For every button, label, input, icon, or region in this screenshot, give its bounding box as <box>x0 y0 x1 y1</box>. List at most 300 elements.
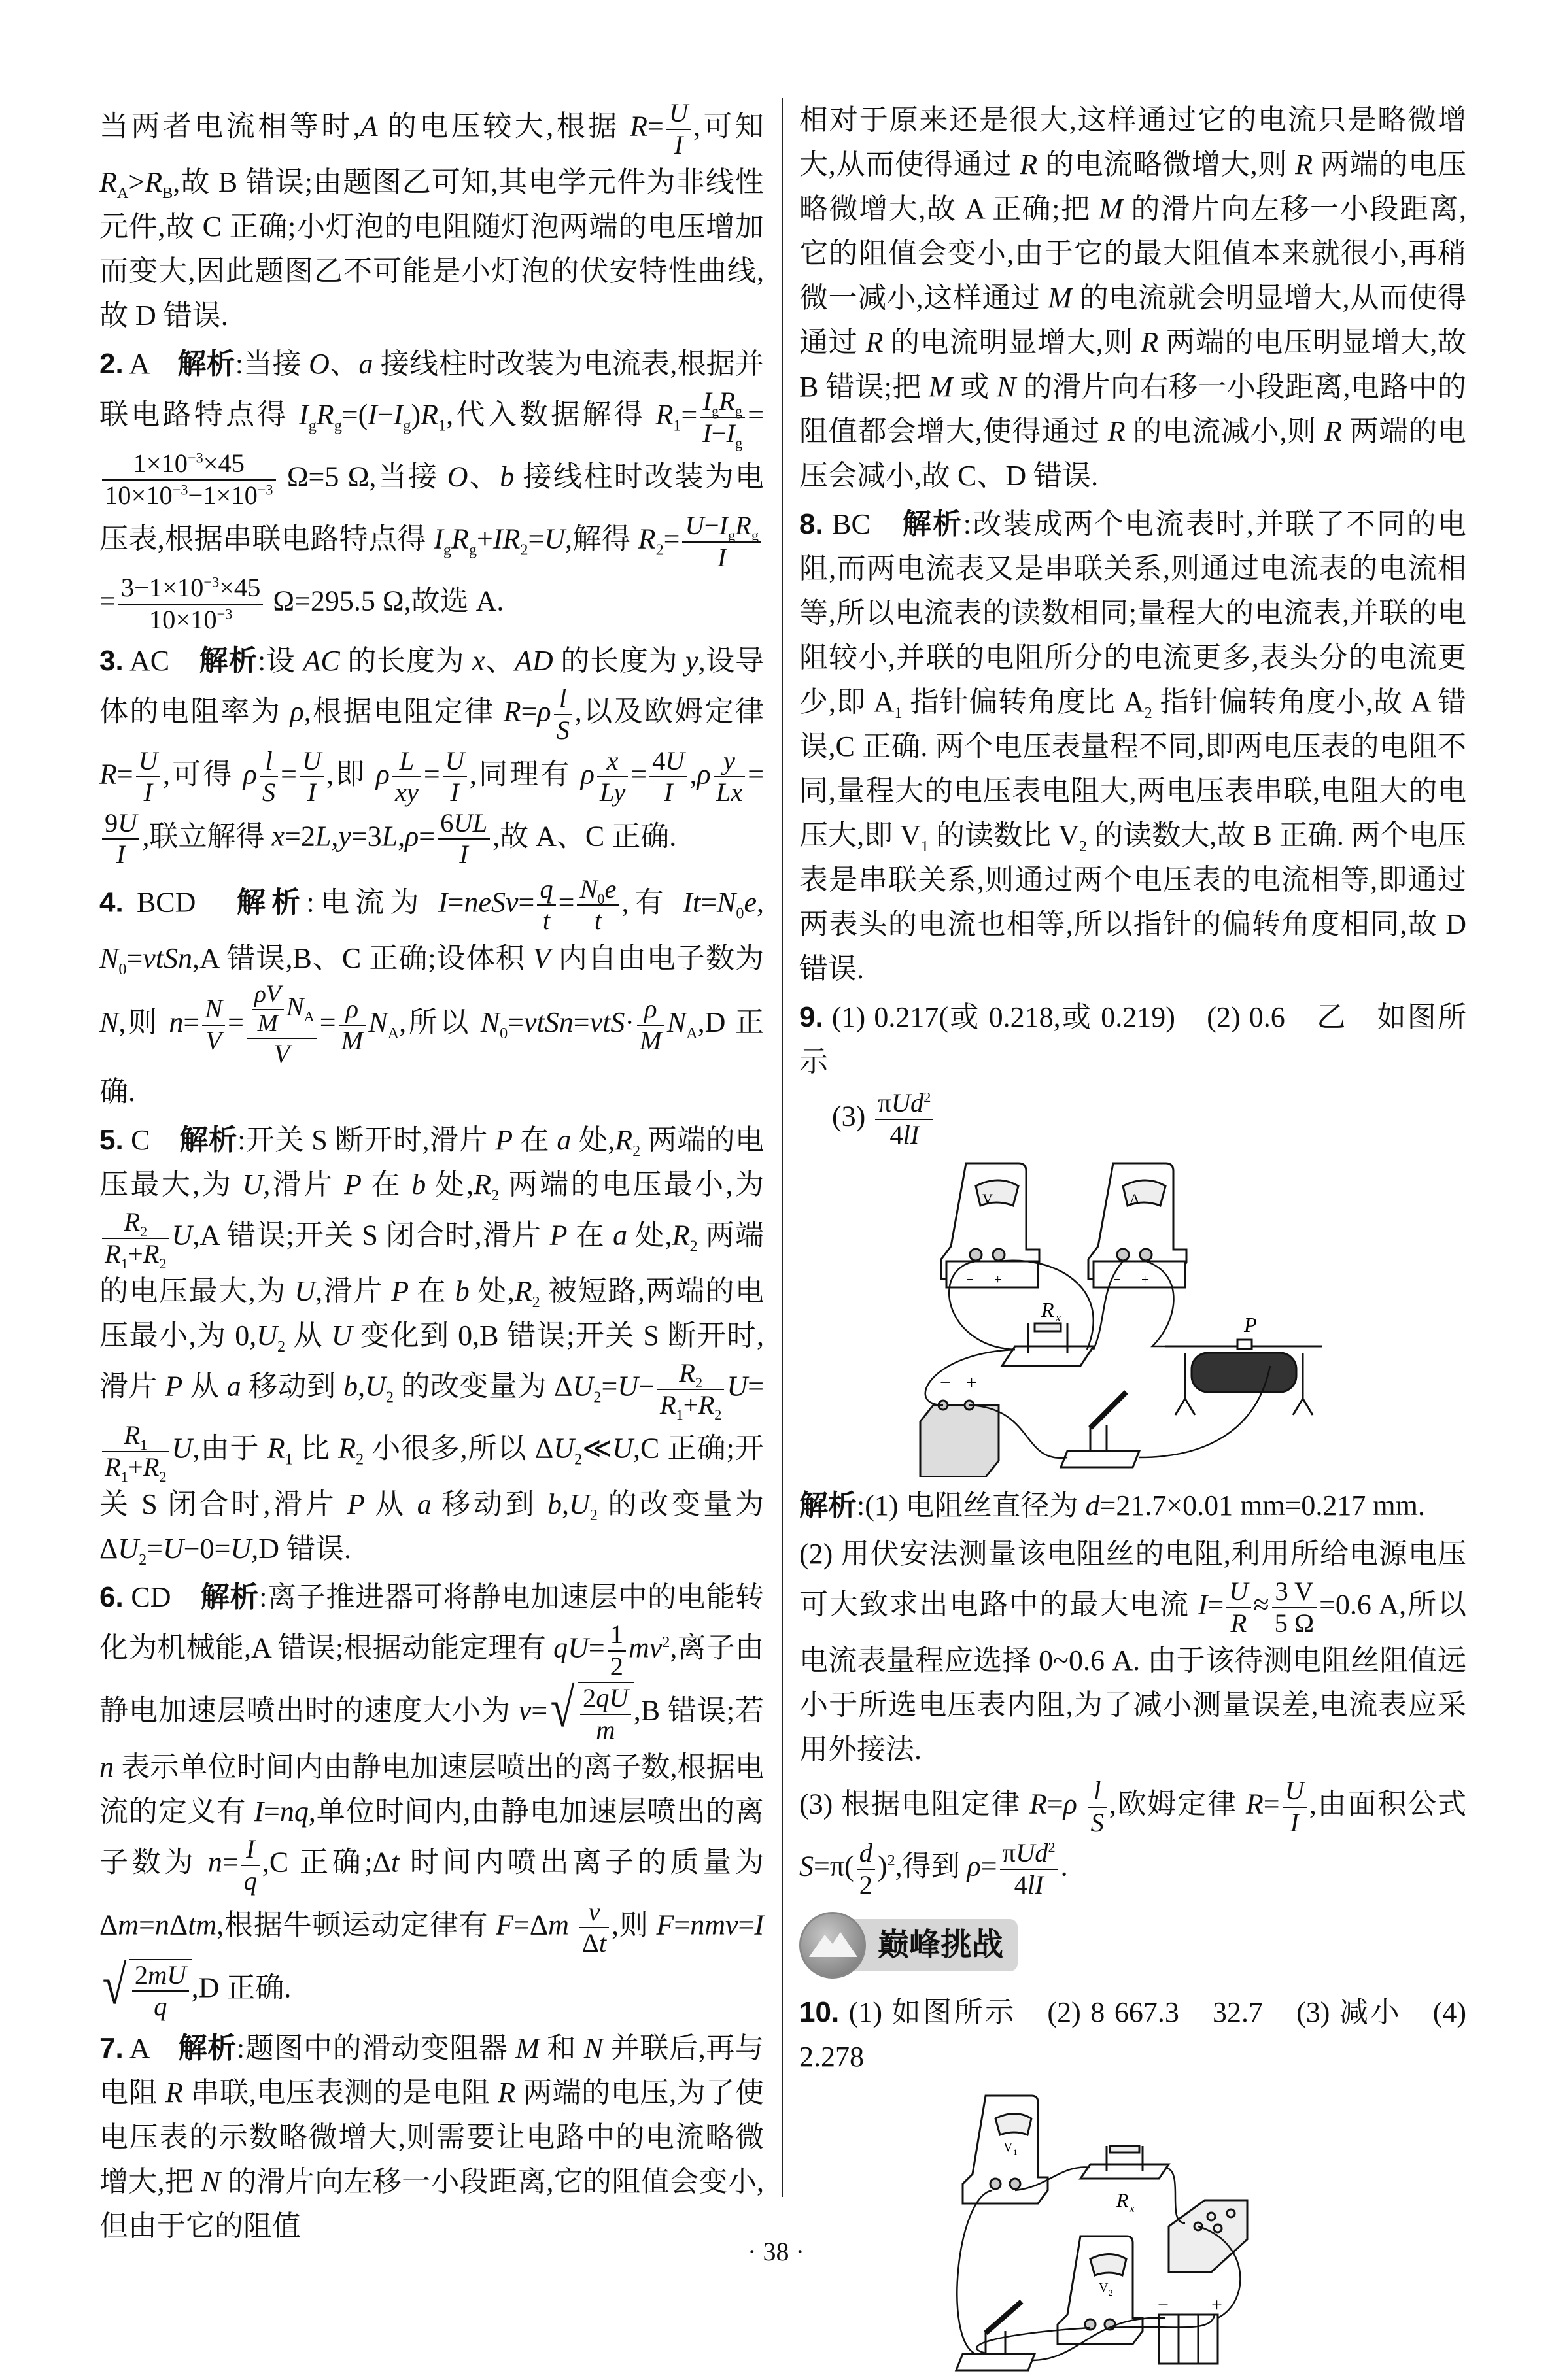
math-variable: M <box>341 1025 364 1055</box>
subscript: A <box>116 184 129 202</box>
text-run: 接线柱时改装为电流表,根据并联电路特点得 <box>99 348 765 431</box>
superscript: −3 <box>216 605 233 622</box>
circuit-figure-q10 <box>950 2086 1316 2373</box>
math-variable: R <box>1141 326 1159 358</box>
text-run: 被短路,两端的电压最小,为 0, <box>99 1275 765 1352</box>
text-run: ,设导体的电阻率为 <box>99 645 765 728</box>
text-run: ,滑片 <box>315 1275 392 1308</box>
math-variable: V <box>532 942 551 974</box>
math-variable: R <box>99 758 117 790</box>
numerator <box>666 98 691 130</box>
numerator <box>1283 1776 1307 1808</box>
voltmeter-plus-label: + <box>994 1272 1002 1287</box>
math-variable: q <box>540 874 553 904</box>
text-run: −1×10 <box>188 480 258 510</box>
math-variable: ρ <box>644 994 657 1024</box>
numerator <box>1088 1776 1107 1808</box>
fraction <box>102 1420 169 1485</box>
math-variable: U <box>118 808 137 838</box>
numerator <box>537 874 555 906</box>
math-variable: S <box>262 777 276 808</box>
text-run: 、 <box>329 348 359 381</box>
text-run: 两端的电压明显增大,故 B 错误;把 <box>799 326 1467 403</box>
text-run: 2 <box>134 1960 148 1990</box>
fraction <box>443 746 467 808</box>
math-variable: x <box>606 745 619 775</box>
math-variable: U <box>138 745 158 775</box>
text-run: 和 <box>539 2032 584 2064</box>
text-run: ,根据电阻定律 <box>303 696 504 728</box>
ammeter-plus-label: + <box>1141 1272 1149 1287</box>
text-run: = <box>1046 1788 1063 1820</box>
math-variable: N <box>480 1006 500 1039</box>
text-run: + <box>128 1238 143 1268</box>
text-run: 10×10 <box>148 604 217 634</box>
text-run: 的电流略微增大,则 <box>1037 148 1296 180</box>
answer-paragraph <box>799 1776 1466 1900</box>
battery-minus-label: − <box>940 1372 951 1394</box>
fraction <box>537 874 555 936</box>
text-run: 变化到 0,B 错误;开关 S 断开时,滑片 <box>99 1319 765 1402</box>
math-variable: N <box>583 2032 604 2064</box>
math-variable: R <box>474 1168 492 1201</box>
text-run: 2 <box>859 1869 872 1899</box>
subscript: 1 <box>920 837 929 855</box>
text-run: − <box>377 398 394 431</box>
math-variable: N <box>201 2165 220 2198</box>
math-variable: M <box>640 1025 662 1055</box>
math-variable: I <box>438 886 448 919</box>
bold-label: 解析 <box>179 1124 238 1157</box>
numerator <box>682 511 761 543</box>
resistor-label: R <box>1041 1298 1054 1322</box>
subscript: g <box>751 527 759 544</box>
superscript: −3 <box>172 481 188 498</box>
math-variable: M <box>1099 193 1123 225</box>
text-run: 从 <box>285 1319 332 1352</box>
math-variable: I <box>368 398 377 431</box>
text-run: 表示单位时间内由静电加速层喷出的离子数,根据电流的定义有 <box>99 1751 764 1828</box>
math-variable: x <box>271 820 285 853</box>
math-variable: d <box>1085 1489 1100 1522</box>
math-variable: a <box>226 1370 241 1402</box>
numerator <box>102 1420 169 1452</box>
text-run: ,故 B 错误;由题图乙可知,其电学元件为非线性元件,故 C 正确;小灯泡的电阻随灯泡两端的电压增加而变大,因此题图乙不可能是小灯泡的伏安特性曲线,故 D 错误. <box>99 166 764 332</box>
math-variable: U <box>302 745 322 775</box>
math-variable: Lx <box>716 777 743 808</box>
math-variable: R <box>1295 148 1313 180</box>
bold-label: 3. <box>99 645 124 677</box>
numerator <box>579 1897 609 1929</box>
text-run: =2 <box>285 820 315 853</box>
denominator <box>700 418 745 449</box>
math-variable: t <box>542 906 551 936</box>
bold-label: 解析 <box>177 348 235 381</box>
text-run: + <box>476 522 493 555</box>
text-run: −0= <box>183 1533 231 1565</box>
numerator <box>118 573 264 605</box>
text-run: ,B 错误;若 <box>633 1695 764 1727</box>
subscript: A <box>303 1008 315 1025</box>
resistor-icon <box>1002 1323 1094 1366</box>
denominator <box>608 1652 626 1682</box>
text-run: ,得到 <box>895 1850 967 1882</box>
subscript: A <box>387 1024 400 1042</box>
math-variable: R <box>124 1207 141 1237</box>
math-variable: R <box>659 1389 676 1420</box>
text-run: 从 <box>364 1488 417 1521</box>
text-run: + <box>683 1389 698 1420</box>
math-variable: n <box>169 1006 184 1039</box>
denominator <box>714 777 745 808</box>
math-variable: a <box>613 1219 628 1251</box>
text-run: ,C 正确;开关 S 闭合时,滑片 <box>99 1432 765 1521</box>
text-run: 3 V <box>1275 1576 1314 1606</box>
subscript: g <box>443 541 451 559</box>
math-variable: I <box>116 840 126 870</box>
text-run: ≪ <box>582 1432 613 1465</box>
math-variable: R <box>719 386 735 416</box>
subscript: 2 <box>574 1450 583 1469</box>
text-run: 内自由电子数为 <box>550 942 764 974</box>
text-run: 、 <box>485 645 515 677</box>
text-run: π <box>1002 1838 1016 1868</box>
text-run: :设 <box>258 645 303 677</box>
denominator <box>136 777 160 808</box>
math-variable: P <box>549 1219 568 1251</box>
math-variable: AC <box>303 645 340 677</box>
text-run: Ω=5 Ω,当接 <box>278 460 447 493</box>
switch-icon <box>956 2302 1035 2370</box>
text-run: = <box>419 820 436 853</box>
text-run: :电流为 <box>306 886 438 919</box>
subscript: 1 <box>438 416 447 435</box>
math-variable: I <box>754 1909 765 1941</box>
subscript: 2 <box>139 1551 147 1569</box>
text-run: 的电流明显增大,则 <box>883 326 1141 358</box>
text-run: 的滑片向左移一小段距离,它的阻值会变小,由于它的最大阻值本来就很小,再稍微一减小,这样通过 <box>799 193 1466 314</box>
text-run: ×45 <box>219 573 261 603</box>
text-run: = <box>588 1631 605 1664</box>
text-run: 1×10 <box>133 449 188 479</box>
subscript: 0 <box>597 890 605 907</box>
math-variable: I <box>307 777 317 808</box>
text-run <box>1077 1788 1086 1820</box>
text-run: 3−1×10 <box>120 573 204 603</box>
math-variable: V <box>205 1025 222 1055</box>
math-variable: R <box>672 1219 690 1251</box>
ammeter-icon <box>1088 1163 1186 1287</box>
subscript: 0 <box>118 960 127 978</box>
text-run: = <box>531 1695 548 1727</box>
math-variable: t <box>594 906 602 936</box>
section-banner <box>799 1909 1466 1981</box>
math-variable: n <box>99 1751 114 1784</box>
math-variable: S <box>1090 1807 1104 1837</box>
text-run: 并联后,再与电阻 <box>99 2032 765 2109</box>
answer-paragraph <box>99 98 764 338</box>
math-variable: U <box>163 1533 184 1565</box>
text-run: 当两者电流相等时, <box>99 110 360 143</box>
denominator <box>857 1870 875 1901</box>
math-variable: m <box>548 1909 569 1941</box>
math-variable: R <box>165 2076 183 2109</box>
text-run: ,根据牛顿运动定律有 <box>216 1909 496 1941</box>
section-banner-title: 巅峰挑战 <box>846 1919 1018 1971</box>
text-run: ,代入数据解得 <box>446 398 656 431</box>
battery-plus-label: + <box>1211 2294 1222 2317</box>
text-run: 4 <box>652 745 666 775</box>
battery-minus-label: − <box>1158 2294 1169 2317</box>
math-variable: I <box>717 542 727 572</box>
bold-label: 6. <box>99 1581 124 1614</box>
answer-paragraph <box>99 1575 764 2022</box>
text-run: 的改变量为 Δ <box>99 1488 765 1565</box>
text-run: = <box>674 1909 691 1941</box>
answer-paragraph <box>99 874 764 1114</box>
subscript: 0 <box>736 904 744 923</box>
text-run: = <box>681 398 698 431</box>
math-variable: nq <box>279 1795 309 1828</box>
bold-label: 10. <box>799 1996 840 2029</box>
subscript: g <box>735 434 743 451</box>
text-run: ,解得 <box>565 522 638 555</box>
math-variable: U <box>572 1370 594 1402</box>
math-variable: U <box>544 522 566 555</box>
math-variable: I <box>246 1834 255 1864</box>
text-run: 移动到 <box>241 1370 344 1402</box>
math-variable: N <box>717 886 736 919</box>
text-run: = <box>630 758 647 790</box>
math-variable: R <box>865 326 884 358</box>
text-run: 两端的电压略微增大,故 A 正确;把 <box>799 148 1467 225</box>
subscript: 2 <box>159 1468 167 1485</box>
text-run: 处, <box>627 1219 672 1251</box>
text-run: BCD <box>123 886 237 919</box>
subscript: 1 <box>120 1468 128 1485</box>
text-run: ,A 错误,B、C 正确;设体积 <box>192 942 533 974</box>
radical-sign-icon: √ <box>102 1955 127 2016</box>
text-run: = <box>521 696 538 728</box>
math-variable: R <box>143 1452 160 1482</box>
math-variable: ρ <box>1063 1788 1077 1820</box>
math-variable: y <box>338 820 351 853</box>
denominator <box>102 840 139 870</box>
math-variable: qU <box>553 1631 589 1664</box>
text-run: :开关 S 断开时,滑片 <box>237 1124 496 1157</box>
text-run: 5 Ω <box>1274 1608 1315 1638</box>
battery-plus-label: + <box>966 1372 977 1394</box>
subscript: 1 <box>676 1406 683 1423</box>
math-variable: m <box>596 1714 615 1744</box>
text-run: 时间内喷出离子的质量为 Δ <box>99 1846 765 1941</box>
text-run: ,可得 <box>162 758 243 790</box>
numerator <box>580 1683 631 1715</box>
fraction <box>682 511 761 573</box>
fraction <box>136 746 160 808</box>
math-variable: qU <box>596 1683 629 1713</box>
text-run: 10×10 <box>105 480 173 510</box>
text-run: = <box>647 110 664 143</box>
math-variable: U <box>727 1370 748 1402</box>
text-run: 两端的电压最小,为 <box>499 1168 765 1201</box>
answer-paragraph <box>99 639 764 870</box>
denominator <box>577 906 619 936</box>
denominator <box>1226 1608 1250 1639</box>
text-run: 6 <box>440 808 454 838</box>
math-variable: ρ <box>697 758 711 790</box>
math-variable: e <box>604 874 617 904</box>
denominator <box>247 1039 317 1070</box>
math-variable: vtSn <box>524 1006 574 1039</box>
denominator <box>339 1026 366 1057</box>
math-variable: I <box>254 1795 264 1828</box>
text-run: + <box>128 1452 143 1482</box>
text-run: Δ <box>581 1928 599 1958</box>
text-run: (3) 根据电阻定律 <box>799 1788 1029 1820</box>
math-variable: q <box>154 1992 167 2022</box>
text-run: 两端的电压会减小,故 C、D 错误. <box>799 415 1467 492</box>
bold-label: 解析 <box>236 886 307 919</box>
text-run: AC <box>123 645 199 677</box>
fraction <box>118 573 264 635</box>
math-variable: L <box>381 820 398 853</box>
denominator <box>392 777 421 808</box>
math-variable: L <box>315 820 332 853</box>
denominator <box>438 840 490 870</box>
denominator <box>102 481 276 511</box>
fraction <box>649 746 687 808</box>
math-variable: ρ <box>405 820 419 853</box>
math-variable: U <box>331 1319 353 1352</box>
math-variable: lI <box>903 1119 920 1149</box>
radical-sign-icon: √ <box>550 1678 575 1739</box>
analysis-q9 <box>799 1484 1466 1900</box>
fraction <box>339 994 366 1056</box>
subscript: g <box>334 416 342 435</box>
math-variable: Ud <box>891 1088 924 1117</box>
text-run: = <box>1263 1788 1280 1820</box>
left-column <box>99 98 764 2252</box>
math-variable: n <box>207 1846 222 1879</box>
math-variable: N <box>579 874 598 904</box>
fraction <box>875 1088 933 1150</box>
math-variable: U <box>118 1533 139 1565</box>
math-variable: b <box>411 1168 426 1201</box>
resistor-subscript: x <box>1130 2202 1135 2215</box>
math-variable: R <box>1029 1788 1047 1820</box>
voltmeter-1-subscript: 1 <box>1013 2147 1018 2158</box>
numerator <box>241 1834 260 1866</box>
math-variable: I <box>434 522 443 555</box>
math-variable: U <box>230 1533 252 1565</box>
math-variable: I <box>450 777 460 808</box>
answer-paragraph <box>799 1484 1466 1528</box>
numerator <box>202 994 225 1026</box>
math-variable: I <box>664 777 673 808</box>
rheostat-icon <box>1165 1340 1322 1415</box>
math-variable: U <box>665 745 685 775</box>
math-variable: R <box>630 110 648 143</box>
math-variable: R <box>514 1275 532 1308</box>
voltmeter-label: V <box>982 1191 993 1208</box>
text-run: , <box>398 820 405 853</box>
bold-label: 解析 <box>199 645 258 677</box>
fraction <box>252 981 284 1038</box>
denominator <box>118 605 264 636</box>
math-variable: vtS <box>589 1006 625 1039</box>
math-variable: I <box>459 840 468 870</box>
math-variable: F <box>656 1909 674 1941</box>
math-variable: b <box>500 460 515 493</box>
text-run: , <box>358 1370 366 1402</box>
math-variable: R <box>655 398 674 431</box>
text-run: ≈ <box>1253 1588 1269 1621</box>
text-run: π <box>878 1088 891 1117</box>
text-run <box>569 1909 577 1941</box>
subscript: 2 <box>491 1186 500 1204</box>
denominator <box>1272 1608 1317 1639</box>
text-run: 在 <box>513 1124 557 1157</box>
text-run: =π( <box>814 1850 854 1882</box>
numerator <box>252 981 284 1010</box>
text-run: 处, <box>469 1275 515 1308</box>
text-run: Δ <box>169 1909 188 1941</box>
math-variable: ρ <box>345 994 359 1024</box>
text-run: 移动到 <box>431 1488 547 1521</box>
superscript: 2 <box>887 1852 895 1870</box>
text-run: =3 <box>351 820 382 853</box>
square-root <box>99 1955 192 2022</box>
subscript: 2 <box>159 1255 167 1272</box>
text-run: 的读数比 V <box>929 819 1080 851</box>
text-run: = <box>601 1370 618 1402</box>
text-run: > <box>128 166 145 199</box>
text-run: = <box>700 886 717 919</box>
text-run: 处, <box>571 1124 615 1157</box>
text-run: − <box>711 418 727 448</box>
numerator <box>1000 1838 1058 1870</box>
subscript: 2 <box>632 1142 641 1160</box>
column-divider <box>782 98 783 2197</box>
fraction <box>392 746 421 808</box>
text-run: 指针偏转角度小,故 A 错误,C 正确. 两个电压表量程不同,即两电压表的电阻不同,量程大的电压表电阻大,两电压表串联,电阻大的电压大,即 V <box>799 686 1466 851</box>
text-run: ,联立解得 <box>142 820 272 853</box>
math-variable: ρ <box>290 696 304 728</box>
text-run: 的读数大,故 B 正确. 两个电压表是串联关系,则通过两个电压表的电流相等,即通过两表头的电流也相等,所以指针的偏转角度相同,故 D 错误. <box>799 819 1466 985</box>
fraction <box>637 994 664 1056</box>
numerator <box>554 683 572 715</box>
text-run: =0.6 A,所以电流表量程应选择 0~0.6 A. 由于该待测电阻丝阻值远小于所选电压表内阻,为了减小测量误差,电流表应采用外接法. <box>799 1588 1466 1766</box>
text-run: 1 <box>610 1620 623 1650</box>
voltmeter-icon <box>941 1163 1039 1287</box>
math-variable: U <box>256 1319 277 1352</box>
math-variable: R <box>498 2076 516 2109</box>
math-variable: R <box>638 522 656 555</box>
math-variable: I <box>299 398 309 431</box>
answer-paragraph <box>799 1532 1466 1772</box>
math-variable: V <box>273 1039 290 1069</box>
denominator <box>554 715 572 746</box>
bold-label: 9. <box>799 1001 823 1033</box>
subscript: g <box>711 403 719 420</box>
math-variable: I <box>702 386 712 416</box>
math-variable: R <box>105 1452 121 1482</box>
subscript: 1 <box>140 1436 148 1454</box>
text-run: :(1) 电阻丝直径为 <box>857 1489 1086 1522</box>
fraction <box>132 1960 189 2022</box>
denominator <box>102 1452 169 1483</box>
